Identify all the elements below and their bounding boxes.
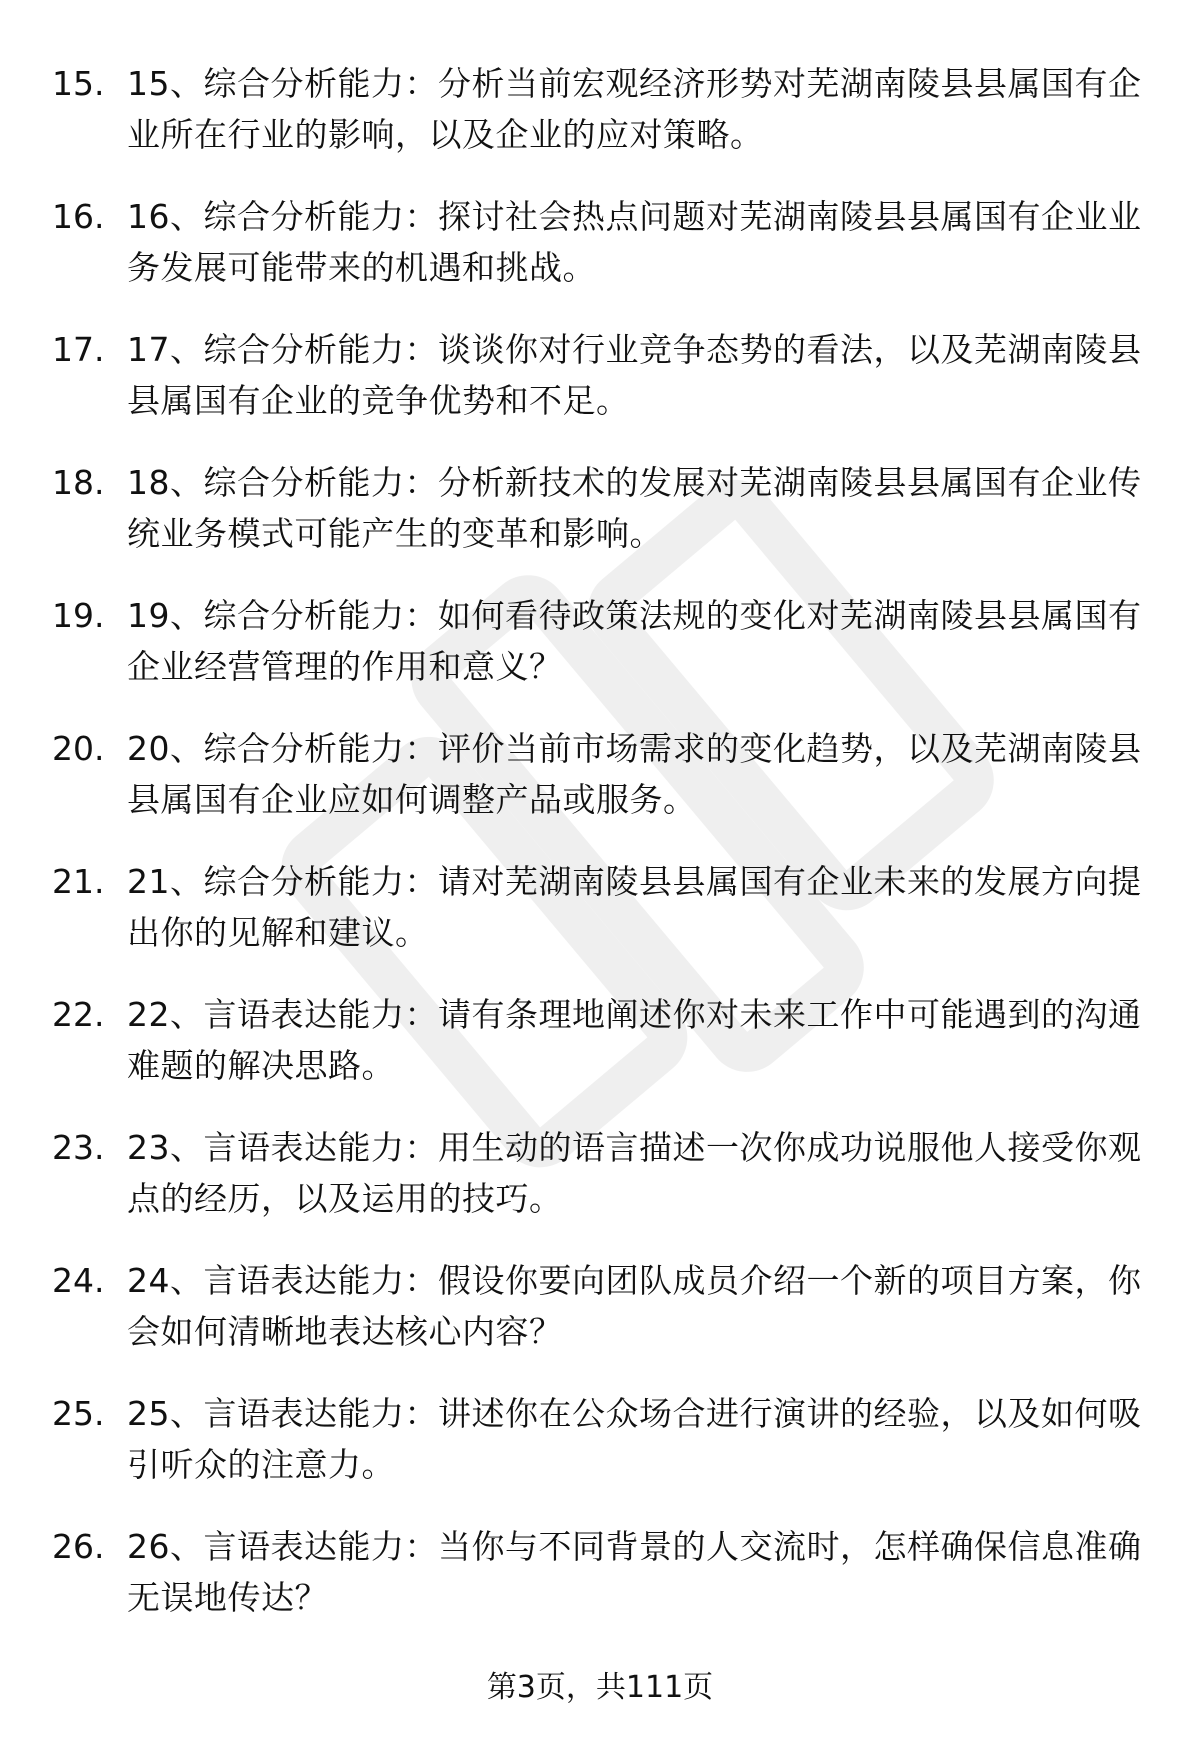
list-item: [0, 191, 1200, 324]
item-number: 22.: [52, 995, 105, 1034]
item-text: 26、言语表达能力：当你与不同背景的人交流时，怎样确保信息准确无误地传达？: [127, 1527, 1142, 1617]
item-text: 16、综合分析能力：探讨社会热点问题对芜湖南陵县县属国有企业业务发展可能带来的机遇和挑战。: [127, 197, 1142, 287]
item-number: 24.: [52, 1261, 105, 1300]
list-item: [0, 856, 1200, 989]
item-text: 23、言语表达能力：用生动的语言描述一次你成功说服他人接受你观点的经历，以及运用的技巧。: [127, 1128, 1142, 1218]
item-number: 21.: [52, 862, 105, 901]
list-item: [0, 1521, 1200, 1654]
item-number: 15.: [52, 64, 105, 103]
item-text: 20、综合分析能力：评价当前市场需求的变化趋势，以及芜湖南陵县县属国有企业应如何调整产品或服务。: [127, 729, 1142, 819]
list-item: [0, 590, 1200, 723]
item-text: 17、综合分析能力：谈谈你对行业竞争态势的看法，以及芜湖南陵县县属国有企业的竞争优势和不足。: [127, 330, 1142, 420]
list-item: [0, 723, 1200, 856]
list-item: [0, 1255, 1200, 1388]
list-item: [0, 324, 1200, 457]
list-item: [0, 58, 1200, 191]
item-text: 18、综合分析能力：分析新技术的发展对芜湖南陵县县属国有企业传统业务模式可能产生的变革和影响。: [127, 463, 1142, 553]
item-text: 21、综合分析能力：请对芜湖南陵县县属国有企业未来的发展方向提出你的见解和建议。: [127, 862, 1142, 952]
question-list: [0, 58, 1200, 1654]
item-number: 25.: [52, 1394, 105, 1433]
item-number: 19.: [52, 596, 105, 635]
list-item: [0, 1122, 1200, 1255]
list-item: [0, 989, 1200, 1122]
item-text: 19、综合分析能力：如何看待政策法规的变化对芜湖南陵县县属国有企业经营管理的作用和意义？: [127, 596, 1142, 686]
list-item: [0, 1388, 1200, 1521]
item-text: 15、综合分析能力：分析当前宏观经济形势对芜湖南陵县县属国有企业所在行业的影响，以及企业的应对策略。: [127, 64, 1142, 154]
item-number: 17.: [52, 330, 105, 369]
item-number: 16.: [52, 197, 105, 236]
item-text: 22、言语表达能力：请有条理地阐述你对未来工作中可能遇到的沟通难题的解决思路。: [127, 995, 1142, 1085]
list-item: [0, 457, 1200, 590]
item-number: 23.: [52, 1128, 105, 1167]
item-number: 26.: [52, 1527, 105, 1566]
item-text: 24、言语表达能力：假设你要向团队成员介绍一个新的项目方案，你会如何清晰地表达核心内容？: [127, 1261, 1142, 1351]
item-text: 25、言语表达能力：讲述你在公众场合进行演讲的经验，以及如何吸引听众的注意力。: [127, 1394, 1142, 1484]
page-number-footer: 第3页，共111页: [486, 1670, 714, 1705]
item-number: 20.: [52, 729, 105, 768]
item-number: 18.: [52, 463, 105, 502]
